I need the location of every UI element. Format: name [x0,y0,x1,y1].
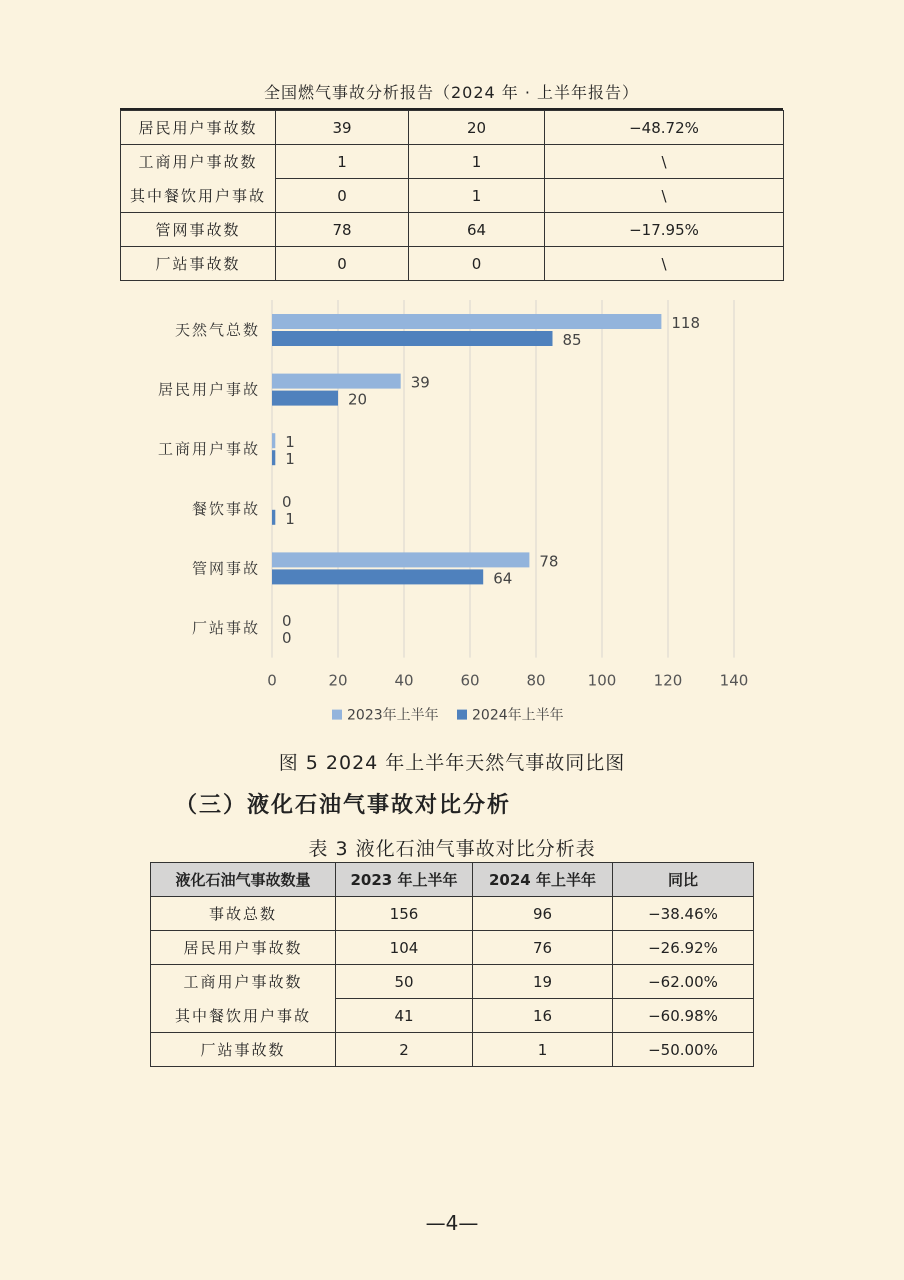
natural-gas-table [120,110,784,281]
category-label: 工商用户事故 [157,440,260,459]
lpg-table [150,862,754,1067]
cell-2023: 1 [276,145,409,179]
row-label: 其中餐饮用户事故 [151,999,336,1033]
bar-2023 [272,433,275,448]
cell-2024: 19 [473,965,613,999]
table-row [151,1033,754,1067]
row-label: 厂站事故数 [151,1033,336,1067]
cell-2024: 1 [409,145,545,179]
column-header: 液化石油气事故数量 [151,863,336,897]
x-tick-label: 140 [719,671,749,690]
row-label: 管网事故数 [121,213,276,247]
row-label: 工商用户事故数 [121,145,276,179]
table-title: 表 3 液化石油气事故对比分析表 [308,838,596,860]
row-label: 工商用户事故数 [151,965,336,999]
category-label: 厂站事故 [191,619,260,637]
page-number: —4— [425,1211,479,1235]
row-label: 厂站事故数 [121,247,276,281]
table-row [121,111,784,145]
cell-2023: 2 [336,1033,473,1067]
cell-2024: 76 [473,931,613,965]
bar-2024 [272,510,275,525]
bar-2023 [272,374,401,389]
table-row [151,999,754,1033]
column-header: 2024 年上半年 [473,863,613,897]
category-label: 餐饮事故 [191,499,260,518]
table-row [121,247,784,281]
cell-yoy: \ [545,145,784,179]
x-tick-label: 20 [328,671,348,690]
section-heading: （三）液化石油气事故对比分析 [175,793,512,818]
bar-2023 [272,552,529,567]
x-tick-label: 100 [587,671,617,690]
x-tick-label: 60 [460,671,480,690]
bar-2024 [272,331,553,346]
category-label: 管网事故 [191,559,260,578]
cell-2024: 0 [409,247,545,281]
table-row [151,931,754,965]
row-label: 事故总数 [151,897,336,931]
table-row [121,179,784,213]
bar-2024 [272,569,483,584]
legend-swatch [457,710,467,720]
cell-2023: 39 [276,111,409,145]
cell-yoy: −48.72% [545,111,784,145]
data-label: 1 [285,433,295,452]
x-tick-label: 0 [267,671,277,690]
table-row [151,897,754,931]
data-label: 78 [539,552,559,571]
cell-2024: 16 [473,999,613,1033]
data-label: 1 [285,509,295,528]
cell-2024: 64 [409,213,545,247]
cell-2023: 156 [336,897,473,931]
data-label: 39 [410,373,430,392]
cell-2023: 104 [336,931,473,965]
cell-yoy: \ [545,179,784,213]
category-label: 天然气总数 [174,321,260,339]
figure-caption: 图 5 2024 年上半年天然气事故同比图 [278,752,626,774]
cell-2024: 1 [409,179,545,213]
legend-label: 2023年上半年 [347,707,439,724]
table-row [151,965,754,999]
data-label: 1 [285,450,295,469]
x-tick-label: 40 [394,671,414,690]
category-label: 居民用户事故 [157,380,260,399]
data-label: 64 [493,569,513,588]
x-tick-label: 80 [526,671,546,690]
cell-2023: 41 [336,999,473,1033]
running-header: 全国燃气事故分析报告（2024 年 · 上半年报告） [263,83,640,102]
cell-2024: 96 [473,897,613,931]
data-label: 0 [282,612,292,630]
row-label: 居民用户事故数 [121,111,276,145]
cell-2023: 0 [276,247,409,281]
table-row [121,213,784,247]
bar-2024 [272,450,275,465]
cell-yoy: −26.92% [613,931,754,965]
data-label: 0 [282,492,292,511]
row-label: 其中餐饮用户事故 [121,179,276,213]
row-label: 居民用户事故数 [151,931,336,965]
cell-2023: 50 [336,965,473,999]
cell-2024: 1 [473,1033,613,1067]
cell-2023: 78 [276,213,409,247]
legend-label: 2024年上半年 [472,707,564,724]
data-label: 85 [562,331,582,349]
cell-2024: 20 [409,111,545,145]
cell-2023: 0 [276,179,409,213]
column-header: 2023 年上半年 [336,863,473,897]
cell-yoy: −62.00% [613,965,754,999]
bar-2024 [272,391,338,406]
cell-yoy: −60.98% [613,999,754,1033]
cell-yoy: −17.95% [545,213,784,247]
cell-yoy: −38.46% [613,897,754,931]
legend-swatch [332,710,342,720]
x-tick-label: 120 [653,671,683,690]
data-label: 20 [348,390,368,409]
bar-2023 [272,314,661,329]
data-label: 118 [671,314,701,332]
cell-yoy: \ [545,247,784,281]
cell-yoy: −50.00% [613,1033,754,1067]
table-header-row [151,863,754,897]
accident-comparison-chart [150,295,760,740]
table-row [121,145,784,179]
column-header: 同比 [613,863,754,897]
data-label: 0 [282,629,292,647]
